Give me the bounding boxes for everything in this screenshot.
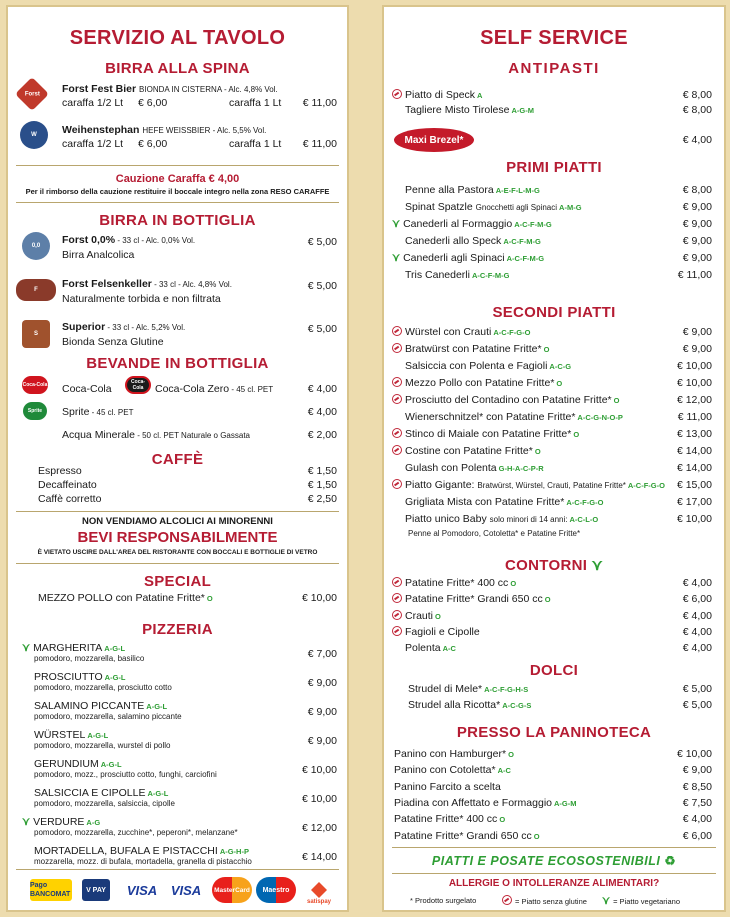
primi-price: € 9,00	[682, 235, 712, 247]
bottiglia-title: BIRRA IN BOTTIGLIA	[99, 212, 256, 229]
panino-price: € 4,00	[682, 813, 712, 826]
secondi-price: € 15,00	[676, 479, 712, 491]
pizza-price: € 14,00	[301, 851, 337, 863]
primi-title: PRIMI PIATTI	[506, 159, 602, 176]
vegetarian-icon: ⋎	[22, 816, 31, 828]
pizza-price: € 9,00	[307, 706, 337, 718]
spina-item-1: Weihenstephan HEFE WEISSBIER - Alc. 5,5% Vol.	[62, 124, 267, 136]
pizza-price: € 9,00	[307, 677, 337, 689]
maxi-brezel-badge: Maxi Brezel*	[394, 128, 474, 152]
antipasti-title: ANTIPASTI	[508, 60, 600, 77]
gluten-free-icon	[502, 895, 512, 905]
forst-logo: Forst	[15, 77, 49, 111]
caffe-title: CAFFÈ	[151, 451, 204, 468]
pizza-desc: pomodoro, mozzarella, basilico	[34, 654, 145, 663]
pizza-desc: pomodoro, mozzarella, wurstel di pollo	[34, 741, 171, 750]
contorni-price: € 4,00	[682, 642, 712, 655]
allergie-title: ALLERGIE O INTOLLERANZE ALIMENTARI?	[448, 878, 660, 889]
contorni-item: Crauti O	[392, 609, 441, 624]
cauzione-title: Cauzione Caraffa € 4,00	[115, 173, 240, 185]
bottiglia-item-1: Forst Felsenkeller - 33 cl - Alc. 4,8% Vol.	[62, 278, 232, 290]
bottiglia-item-0: Forst 0,0% - 33 cl - Alc. 0,0% Vol.	[62, 234, 196, 246]
superior-logo: S	[22, 320, 50, 348]
vegetarian-icon: ⋎	[602, 895, 611, 907]
gluten-free-icon	[392, 593, 402, 603]
pizza-desc: pomodoro, mozzarella, zucchine*, peperoni*, melanzane*	[34, 828, 238, 837]
panino-price: € 8,50	[682, 780, 712, 793]
primi-price: € 11,00	[677, 269, 712, 281]
dolci-price: € 5,00	[682, 683, 712, 695]
panino-price: € 9,00	[682, 764, 712, 777]
secondi-price: € 10,00	[676, 360, 712, 372]
secondi-item: Grigliata Mista con Patatine Fritte* A-C-F-G-O	[405, 496, 604, 508]
primi-price: € 9,00	[682, 218, 712, 230]
pago-bancomat-logo: Pago BANCOMAT	[30, 879, 72, 901]
contorni-price: € 4,00	[682, 577, 712, 589]
primi-item: Canederli allo Speck A-C-F-M-G	[405, 235, 541, 247]
gluten-free-icon	[392, 577, 402, 587]
gluten-free-icon	[392, 445, 402, 455]
satispay-icon	[310, 881, 328, 899]
dolci-item: Strudel alla Ricotta* A-C-G-S	[408, 699, 532, 711]
pizza-item: WÜRSTEL A-G-L	[34, 729, 109, 741]
secondi-price: € 14,00	[676, 462, 712, 474]
gluten-free-icon	[392, 610, 402, 620]
cauzione-text: Per il rimborso della cauzione restituire il boccale integro nella zona RESO CARAFFE	[25, 187, 330, 196]
contorni-item: Patatine Fritte* 400 cc O	[392, 576, 516, 591]
secondi-price: € 9,00	[682, 326, 712, 338]
pizza-desc: pomodoro, mozzarella, salamino piccante	[34, 712, 182, 721]
secondi-item: Mezzo Pollo con Patatine Fritte* O	[392, 376, 562, 391]
secondi-price: € 10,00	[676, 377, 712, 389]
pizza-price: € 12,00	[301, 822, 337, 834]
primi-price: € 8,00	[682, 184, 712, 196]
primi-price: € 9,00	[682, 201, 712, 213]
pizza-price: € 10,00	[301, 764, 337, 776]
primi-item: Spinat Spatzle Gnocchetti agli Spinaci A-M-G	[405, 201, 582, 213]
panino-item: Patatine Fritte* 400 cc O	[394, 813, 506, 826]
secondi-item: Prosciutto del Contadino con Patatine Fritte* O	[392, 393, 619, 408]
alcol-notice: NON VENDIAMO ALCOLICI AI MINORENNI	[82, 516, 273, 527]
recycle-icon: ♻	[664, 854, 677, 868]
primi-item: Penne alla Pastora A-E-F-L-M-G	[405, 184, 540, 196]
felsenkeller-logo: F	[16, 279, 56, 301]
panino-item: Panino con Cotoletta* A-C	[394, 764, 511, 777]
bevi-responsabilmente: BEVI RESPONSABILMENTE	[77, 529, 278, 546]
panino-price: € 6,00	[682, 829, 712, 842]
contorni-item: Patatine Fritte* Grandi 650 cc O	[392, 592, 551, 607]
gluten-free-icon	[392, 626, 402, 636]
legend-frozen: * Prodotto surgelato	[410, 896, 477, 905]
maestro-logo: Maestro	[256, 877, 296, 903]
dolci-price: € 5,00	[682, 699, 712, 711]
special-item: MEZZO POLLO con Patatine Fritte* O	[38, 592, 213, 604]
forst-00-logo: 0,0	[22, 232, 50, 260]
dolci-item: Strudel di Mele* A-C-F-G-H-S	[408, 683, 529, 695]
gluten-free-icon	[392, 428, 402, 438]
pizza-item: ⋎ VERDURE A-G	[22, 816, 101, 828]
antipasti-item: Tagliere Misto Tirolese A-G-M	[405, 104, 534, 116]
secondi-item: Würstel con Crauti A-C-F-G-O	[392, 325, 530, 340]
vegetarian-icon: ⋎	[591, 557, 603, 574]
caffe-item-1: Decaffeinato	[38, 479, 97, 491]
secondi-price: € 14,00	[676, 445, 712, 457]
pizza-item: ⋎ MARGHERITA A-G-L	[22, 642, 126, 654]
left-title: SERVIZIO AL TAVOLO	[69, 27, 286, 49]
secondi-item: Stinco di Maiale con Patatine Fritte* O	[392, 427, 579, 442]
contorni-item: Polenta A-C	[405, 642, 456, 655]
contorni-price: € 6,00	[682, 593, 712, 606]
gluten-free-icon	[392, 479, 402, 489]
coca-cola-logo: Coca-Cola	[22, 376, 48, 394]
vegetarian-icon: ⋎	[392, 252, 401, 264]
legend-gluten-free: = Piatto senza glutine	[502, 895, 587, 906]
divider	[16, 165, 339, 166]
caffe-item-2: Caffè corretto	[38, 493, 102, 505]
gluten-free-icon	[392, 394, 402, 404]
self-service-panel: SELF SERVICE ANTIPASTI Piatto di Speck A € 8,00 Tagliere Misto Tirolese A-G-M € 8,00 Maxi Brezel* € 4,00 PRIMI PIATTI Penne alla Pastora A-E-F-L-M-G € 8,00 Spinat Spatzle Gnocchetti agli Spinaci A-M-G € 9,00 ⋎ Canederli al Formaggio A-C-F-M-G € 9,00 Canederli allo Speck A-C-F-M-G € 9,00 ⋎ Canederli agli Spinaci A-C-F-M-G € 9,00 Tris Canederli A-C-F-M-G € 11,00 SECONDI PIATTI Würstel con Crauti A-C-F-G-O € 9,00 Bratwürst con Patatine Fritte* O € 9,00 Salsiccia con Polenta e Fagioli A-C-G € 10,00 Mezzo Pollo con Patatine Fritte* O € 10,00 Prosciutto del Contadino con Patatine Fritte* O € 12,00 Wienerschnitzel* con Patatine Fritte* A-C-G-N-O-P € 11,00 Stinco di Maiale con Patatine Fritte* O € 13,00 Costine con Patatine Fritte* O € 14,00 Gulash con Polenta G-H-A-C-P-R € 14,00 Piatto Gigante: Bratwürst, Würstel, Crauti, Patatine Fritte* A-C-F-G-O € 15,00 Grigliata Mista con Patatine Fritte* A-C-F-G-O € 17,00 Piatto unico Baby solo minori di 14 anni: A-C-L-O € 10,00 Penne al Pomodoro, Cotoletta* e Patatine Fritte* CONTORNI ⋎ Patatine Fritte* 400 cc O € 4,00 Patatine Fritte* Grandi 650 cc O € 6,00 Crauti O € 4,00 Fagioli e Cipolle € 4,00 Polenta A-C € 4,00 DOLCI Strudel di Mele* A-C-F-G-H-S € 5,00 Strudel alla Ricotta* A-C-G-S € 5,00 PRESSO LA PANINOTECA Panino con Hamburger* O € 10,00 Panino con Cotoletta* A-C € 9,00 Panino Farcito a scelta € 8,50 Piadina con Affettato e Formaggio A-G-M € 7,50 Patatine Fritte* 400 cc O € 4,00 Patatine Fritte* Grandi 650 cc O € 6,00 PIATTI E POSATE ECOSOSTENIBILI ♻ ALLERGIE O INTOLLERANZE ALIMENTARI? * Prodotto surgelato = Piatto senza glutine ⋎ = Piatto vegetariano	[382, 5, 726, 912]
contorni-price: € 4,00	[682, 625, 712, 638]
pizza-item: SALAMINO PICCANTE A-G-L	[34, 700, 168, 712]
secondi-price: € 9,00	[682, 343, 712, 355]
secondi-item: Salsiccia con Polenta e Fagioli A-C-G	[405, 360, 572, 372]
pizza-price: € 10,00	[301, 793, 337, 805]
secondi-title: SECONDI PIATTI	[492, 304, 616, 321]
eco-banner: PIATTI E POSATE ECOSOSTENIBILI ♻	[431, 854, 677, 868]
pizza-item: MORTADELLA, BUFALA E PISTACCHI A-G-H-P	[34, 845, 249, 857]
secondi-item: Piatto unico Baby solo minori di 14 anni: A-C-L-O	[405, 513, 599, 525]
secondi-item: Gulash con Polenta G-H-A-C-P-R	[405, 462, 544, 474]
panino-price: € 7,50	[682, 796, 712, 809]
pizza-price: € 7,00	[307, 648, 337, 660]
dolci-title: DOLCI	[529, 662, 579, 679]
visa-logo: VISA	[126, 882, 158, 898]
spina-item-0: Forst Fest Bier BIONDA IN CISTERNA - Alc. 4,8% Vol.	[62, 83, 278, 95]
vpay-logo: V PAY	[82, 879, 110, 901]
visa-electron-logo: VISA	[170, 882, 202, 898]
weihenstephan-logo: W	[20, 121, 48, 149]
panino-item: Patatine Fritte* Grandi 650 cc O	[394, 829, 540, 842]
bevande-item-1: Sprite - 45 cl. PET	[62, 406, 134, 418]
secondi-item: Piatto Gigante: Bratwürst, Würstel, Crauti, Patatine Fritte* A-C-F-G-O	[392, 478, 665, 493]
paninoteca-title: PRESSO LA PANINOTECA	[456, 724, 652, 741]
satispay-logo: satispay	[302, 875, 336, 905]
antipasti-item: Piatto di Speck A	[392, 88, 482, 103]
primi-price: € 9,00	[682, 252, 712, 264]
panino-price: € 10,00	[676, 748, 712, 760]
secondi-item: Wienerschnitzel* con Patatine Fritte* A-C-G-N-O-P	[405, 411, 623, 423]
pizza-price: € 9,00	[307, 735, 337, 747]
pizza-item: GERUNDIUM A-G-L	[34, 758, 122, 770]
primi-item: ⋎ Canederli al Formaggio A-C-F-M-G	[392, 218, 552, 230]
gluten-free-icon	[392, 89, 402, 99]
vegetarian-icon: ⋎	[392, 218, 401, 230]
bevande-item-0: Coca-Cola	[62, 383, 112, 395]
special-title: SPECIAL	[143, 573, 212, 590]
panino-item: Panino con Hamburger* O	[394, 748, 514, 760]
spina-title: BIRRA ALLA SPINA	[105, 60, 250, 77]
gluten-free-icon	[392, 343, 402, 353]
sprite-logo: Sprite	[23, 402, 47, 420]
primi-item: Tris Canederli A-C-F-M-G	[405, 269, 510, 281]
pizza-desc: pomodoro, mozz., prosciutto cotto, funghi, carciofini	[34, 770, 217, 779]
antipasti-price: € 8,00	[682, 104, 712, 116]
mastercard-logo: MasterCard	[212, 877, 252, 903]
primi-item: ⋎ Canederli agli Spinaci A-C-F-M-G	[392, 252, 545, 264]
panino-item: Piadina con Affettato e Formaggio A-G-M	[394, 796, 577, 809]
secondi-price: € 11,00	[677, 411, 712, 423]
gluten-free-icon	[392, 326, 402, 336]
right-title: SELF SERVICE	[480, 27, 628, 49]
pizza-desc: pomodoro, mozzarella, salsiccia, cipolle	[34, 799, 175, 808]
bevande-title: BEVANDE IN BOTTIGLIA	[86, 355, 269, 372]
servizio-al-tavolo-panel: SERVIZIO AL TAVOLO BIRRA ALLA SPINA Forst Forst Fest Bier BIONDA IN CISTERNA - Alc. 4,8% Vol. caraffa 1/2 Lt € 6,00 caraffa 1 Lt € 11,00 W Weihenstephan HEFE WEISSBIER - Alc. 5,5% Vol. caraffa 1/2 Lt € 6,00 caraffa 1 Lt € 11,00 Cauzione Caraffa € 4,00 Per il rimborso della cauzione restituire il boccale integro nella zona RESO CARAFFE BIRRA IN BOTTIGLIA 0,0 Forst 0,0% - 33 cl - Alc. 0,0% Vol. Birra Analcolica € 5,00 F Forst Felsenkeller - 33 cl - Alc. 4,8% Vol. Naturalmente torbida e non filtrata € 5,00 S Superior - 33 cl - Alc. 5,2% Vol. Bionda Senza Glutine € 5,00 BEVANDE IN BOTTIGLIA Coca-Cola Coca-Cola Coca-Cola Coca-Cola Zero - 45 cl. PET € 4,00 Sprite Sprite - 45 cl. PET € 4,00 Acqua Minerale - 50 cl. PET Naturale o Gassata € 2,00 CAFFÈ Espresso € 1,50 Decaffeinato € 1,50 Caffè corretto € 2,50 NON VENDIAMO ALCOLICI AI MINORENNI BEVI RESPONSABILMENTE È VIETATO USCIRE DALL'AREA DEL RISTORANTE CON BOCCALI E BOTTIGLIE DI VETRO SPECIAL MEZZO POLLO con Patatine Fritte* O € 10,00 PIZZERIA ⋎ MARGHERITA A-G-L pomodoro, mozzarella, basilico € 7,00 PROSCIUTTO A-G-L pomodoro, mozzarella, prosciutto cotto € 9,00 SALAMINO PICCANTE A-G-L pomodoro, mozzarella, salamino piccante € 9,00 WÜRSTEL A-G-L pomodoro, mozzarella, wurstel di pollo € 9,00 GERUNDIUM A-G-L pomodoro, mozz., prosciutto cotto, funghi, carciofini € 10,00 SALSICCIA E CIPOLLE A-G-L pomodoro, mozzarella, salsiccia, cipolle € 10,00 ⋎ VERDURE A-G pomodoro, mozzarella, zucchine*, peperoni*, melanzane* € 12,00 MORTADELLA, BUFALA E PISTACCHI A-G-H-P mozzarella, mozz. di bufala, mortadella, granella di pistacchio € 14,00 Pago BANCOMAT V PAY VISA VISA MasterCard Maestro satispay	[6, 5, 349, 912]
secondi-price: € 13,00	[676, 428, 712, 440]
bevande-item-2: Acqua Minerale - 50 cl. PET Naturale o Gassata	[62, 429, 250, 441]
secondi-item: Bratwürst con Patatine Fritte* O	[392, 342, 549, 357]
secondi-price: € 17,00	[676, 496, 712, 508]
pizza-item: PROSCIUTTO A-G-L	[34, 671, 126, 683]
contorni-price: € 4,00	[682, 609, 712, 622]
secondi-price: € 10,00	[676, 513, 712, 525]
coca-cola-zero-logo: Coca-Cola	[125, 376, 151, 394]
secondi-price: € 12,00	[676, 394, 712, 406]
pizzeria-title: PIZZERIA	[142, 621, 213, 638]
contorni-item: Fagioli e Cipolle	[392, 625, 480, 639]
contorni-title: CONTORNI ⋎	[505, 557, 603, 574]
legend-vegetarian: ⋎ = Piatto vegetariano	[602, 895, 680, 907]
antipasti-price: € 8,00	[682, 89, 712, 101]
gluten-free-icon	[392, 377, 402, 387]
panino-item: Panino Farcito a scelta	[394, 780, 501, 793]
bottiglia-item-2: Superior - 33 cl - Alc. 5,2% Vol.	[62, 321, 186, 333]
vetro-notice: È VIETATO USCIRE DALL'AREA DEL RISTORANTE CON BOCCALI E BOTTIGLIE DI VETRO	[37, 549, 318, 556]
pizza-desc: pomodoro, mozzarella, prosciutto cotto	[34, 683, 172, 692]
vegetarian-icon: ⋎	[22, 642, 31, 654]
caffe-item-0: Espresso	[38, 465, 82, 477]
baby-subtext: Penne al Pomodoro, Cotoletta* e Patatine Fritte*	[408, 529, 581, 538]
pizza-desc: mozzarella, mozz. di bufala, mortadella, granella di pistacchio	[34, 857, 252, 866]
secondi-item: Costine con Patatine Fritte* O	[392, 444, 541, 459]
pizza-item: SALSICCIA E CIPOLLE A-G-L	[34, 787, 169, 799]
